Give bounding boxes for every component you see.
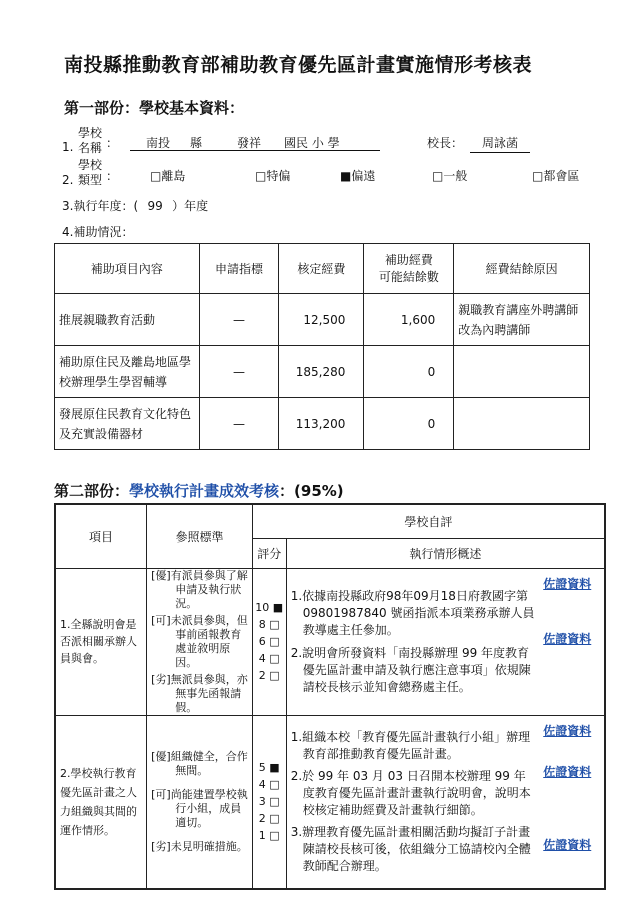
- row-item: 補助原住民及離島地區學校辦理學生學習輔導: [55, 346, 200, 398]
- row-balance: 0: [364, 346, 454, 398]
- school-name-label-b: 名稱: [78, 141, 103, 155]
- summary-point: 2.說明會所發資料「南投縣辦理 99 年度教育優先區計畫申請及執行應注意事項」依規陳請校長核示並知會總務處主任。: [290, 645, 531, 694]
- eval-summary: [286, 568, 539, 715]
- summary-point: 1.依據南投縣政府98年09月18日府教國字第 09801987840 號函指派本項業務承辦人員教導處主任參加。: [290, 588, 535, 637]
- school-value: 發祥: [237, 136, 262, 150]
- evidence-link[interactable]: 佐證資料: [543, 723, 592, 738]
- principal-value: 周詠菡: [470, 134, 530, 153]
- subsidy-table: [54, 243, 590, 450]
- criteria-poor: [劣]未見明確措施。: [151, 839, 248, 853]
- row-balance: 0: [364, 398, 454, 450]
- header-eval-item: 項目: [55, 504, 147, 568]
- school-name-label-a: 學校: [78, 126, 103, 140]
- table-row: [55, 346, 590, 398]
- header-approved: 核定經費: [279, 244, 364, 294]
- school-type-label: [78, 158, 102, 188]
- score-option[interactable]: 6 □: [258, 635, 280, 648]
- evidence-link[interactable]: 佐證資料: [543, 631, 592, 646]
- summary-point: 2.於 99 年 03 月 03 日召開本校辦理 99 年度教育優先區計畫計畫執行說明會，說明本校核定補助經費及計畫執行細節。: [290, 768, 531, 817]
- eval-row: [55, 568, 605, 715]
- eval-item: 2.學校執行教育優先區計畫之人力組織與其間的運作情形。: [55, 715, 147, 889]
- eval-row: [55, 715, 605, 889]
- score-option[interactable]: 3 □: [258, 795, 280, 809]
- header-reason: 經費結餘原因: [454, 244, 590, 294]
- type-option-special-remote[interactable]: □特偏: [255, 169, 291, 183]
- eval-scores: [252, 715, 286, 889]
- score-option[interactable]: 2 □: [258, 669, 280, 682]
- subsidy-label: 4.補助情況：: [62, 225, 134, 239]
- criteria-acceptable: [可]尚能建置學校執行小組，成員適切。: [151, 787, 248, 829]
- eval-evidence: [539, 568, 605, 715]
- part2-heading: [54, 480, 344, 501]
- eval-criteria: [147, 568, 253, 715]
- header-eval-criteria: 參照標準: [147, 504, 253, 568]
- header-item: 補助項目內容: [55, 244, 200, 294]
- score-option[interactable]: 5 ■: [258, 761, 280, 775]
- school-type-label-b: 類型: [78, 173, 103, 187]
- row-indicator: —: [199, 398, 279, 450]
- summary-point: 3.辦理教育優先區計畫相關活動均擬訂子計畫陳請校長核可後，依組織分工協請校內全體教師配合辦理。: [290, 824, 531, 873]
- school-type-colon: ：: [106, 169, 119, 183]
- part1-heading: 第一部份：學校基本資料：: [64, 99, 245, 117]
- eval-evidence: [539, 715, 605, 889]
- year-line: [62, 197, 208, 214]
- year-prefix: 3.執行年度：(: [62, 199, 139, 213]
- type-option-urban[interactable]: □都會區: [532, 169, 580, 183]
- header-indicator: 申請指標: [199, 244, 279, 294]
- row-indicator: —: [199, 294, 279, 346]
- header-self-eval: 學校自評: [252, 504, 605, 538]
- row-item: 推展親職教育活動: [55, 294, 200, 346]
- score-option[interactable]: 2 □: [258, 812, 280, 826]
- school-type-num: 2.: [62, 173, 74, 187]
- header-summary: 執行情形概述: [286, 538, 605, 568]
- evaluation-table: [54, 503, 606, 890]
- school-name-label: [78, 126, 102, 156]
- part2-heading-link[interactable]: 學校執行計畫成效考核: [129, 482, 280, 500]
- evidence-link[interactable]: 佐證資料: [543, 837, 592, 852]
- row-approved: 113,200: [279, 398, 364, 450]
- year-suffix: ）年度: [172, 199, 209, 213]
- evidence-link[interactable]: 佐證資料: [543, 764, 592, 779]
- score-option[interactable]: 4 □: [258, 652, 280, 665]
- school-name-colon: ：: [106, 136, 119, 150]
- criteria-poor: [劣]無派員參與，亦無事先函報請假。: [151, 672, 248, 714]
- type-option-remote[interactable]: ■偏遠: [340, 169, 376, 183]
- row-approved: 12,500: [279, 294, 364, 346]
- criteria-excellent: [優]組織健全，合作無間。: [151, 749, 248, 777]
- criteria-excellent: [優]有派員參與了解申請及執行狀況。: [151, 568, 248, 610]
- row-reason: [454, 398, 590, 450]
- header-balance: [364, 244, 454, 294]
- school-name-num: 1.: [62, 140, 74, 154]
- score-option[interactable]: 4 □: [258, 778, 280, 792]
- subsidy-header-row: [55, 244, 590, 294]
- county-value: 南投: [146, 136, 171, 150]
- row-balance: 1,600: [364, 294, 454, 346]
- table-row: [55, 294, 590, 346]
- row-approved: 185,280: [279, 346, 364, 398]
- evidence-link[interactable]: 佐證資料: [543, 576, 592, 591]
- eval-scores: [252, 568, 286, 715]
- row-item: 發展原住民教育文化特色及充實設備器材: [55, 398, 200, 450]
- row-reason: 親職教育講座外聘講師改為內聘講師: [454, 294, 590, 346]
- criteria-acceptable: [可]未派員參與，但事前函報教育處並敘明原因。: [151, 613, 248, 669]
- eval-header-row: [55, 504, 605, 538]
- row-indicator: —: [199, 346, 279, 398]
- county-suffix: 縣: [190, 136, 203, 150]
- principal-label: 校長：: [427, 136, 464, 150]
- part2-heading-prefix: 第二部份：: [54, 482, 130, 500]
- score-option[interactable]: 1 □: [258, 829, 280, 843]
- header-balance-line2: 可能結餘數: [378, 269, 439, 284]
- part2-heading-suffix: ：(95%): [279, 482, 344, 500]
- row-reason: [454, 346, 590, 398]
- school-suffix: 國民 小 學: [284, 136, 340, 150]
- type-option-island[interactable]: □離島: [150, 169, 186, 183]
- eval-summary: [286, 715, 539, 889]
- score-option[interactable]: 8 □: [258, 618, 280, 631]
- header-score: 評分: [252, 538, 286, 568]
- summary-point: 1.組織本校「教育優先區計畫執行小組」辦理教育部推動教育優先區計畫。: [290, 729, 531, 761]
- school-type-label-a: 學校: [78, 158, 103, 172]
- type-option-general[interactable]: □一般: [432, 169, 468, 183]
- year-value: 99: [147, 199, 163, 213]
- header-balance-line1: 補助經費: [384, 252, 433, 267]
- eval-criteria: [147, 715, 253, 889]
- table-row: [55, 398, 590, 450]
- page-title: 南投縣推動教育部補助教育優先區計畫實施情形考核表: [64, 54, 533, 76]
- score-option[interactable]: 10 ■: [255, 601, 284, 614]
- eval-item: 1.全縣說明會是否派相關承辦人員與會。: [55, 568, 147, 715]
